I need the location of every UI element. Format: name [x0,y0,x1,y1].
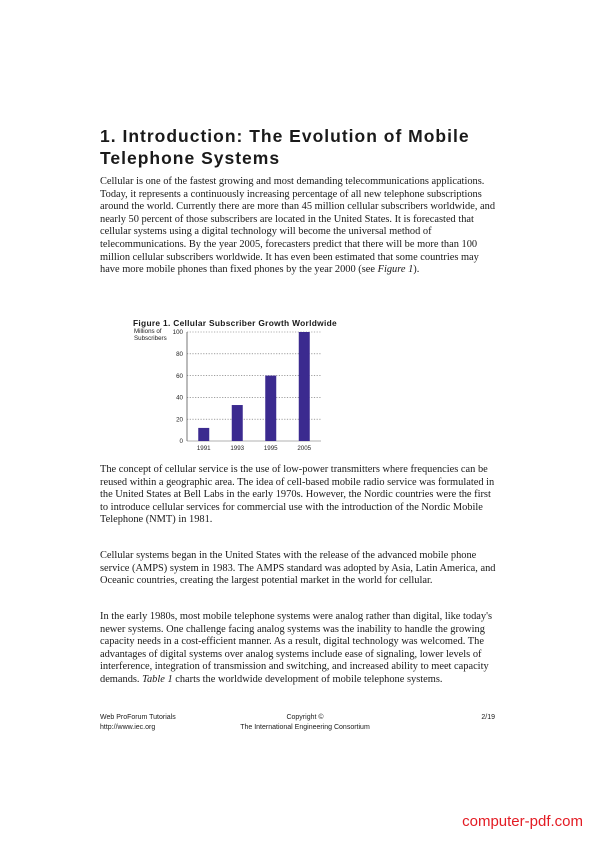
y-tick-label: 60 [176,372,183,380]
section-title: 1. Introduction: The Evolution of Mobile Telephone Systems [100,126,470,168]
figure-caption: Figure 1. Cellular Subscriber Growth Worldwide [133,318,337,328]
table-reference: Table 1 [142,673,173,685]
x-tick-label: 1991 [196,445,211,452]
y-tick-label: 40 [176,394,183,402]
chart-bars [198,332,310,441]
paragraph-text-end: ). [413,264,420,276]
y-tick-label: 80 [176,351,183,358]
footer-organization: The International Engineering Consortium [240,724,370,731]
x-tick-label: 1995 [263,445,278,452]
chart-x-ticks [197,445,312,452]
y-tick-label: 0 [179,438,183,446]
chart-y-axis-label: Millions of Subscribers [134,328,167,342]
bar-1991 [198,428,209,441]
paragraph-amps: Cellular systems began in the United States with the release of the advanced mobile phone service (AMPS) system in 1983. The AMPS standard was adopted by Asia, Latin America, and Oceanic countries, creating the largest potential market in the world for cellular. [100,550,496,587]
footer-copyright: Copyright © [286,714,324,721]
y-tick-label: 100 [172,329,183,337]
chart-y-ticks [173,329,184,445]
paragraph-intro [100,176,500,277]
x-tick-label: 2005 [297,445,312,452]
bar-1995 [265,376,276,441]
figure-reference: Figure 1 [377,264,414,276]
bar-2005 [299,332,310,441]
brand-watermark: computer-pdf.com [462,813,583,830]
paragraph-text: In the early 1980s, most mobile telephone systems were analog rather than digital, like today's newer systems. One challenge facing analog systems was the inability to handle the growing capacity needs in a cost-efficient manner. As a result, digital technology was welcomed. The advantages of digital systems over analog systems include ease of signaling, lower levels of interference, integration of transmission and switching, and increased ability to meet capacity demands. [100,611,492,685]
paragraph-cellular-concept: The concept of cellular service is the use of low-power transmitters where frequencies can be reused within a geographic area. The idea of cell-based mobile radio service was formulated in the United States at Bell Labs in the early 1970s. However, the Nordic countries were the first to introduce cellular services for commercial use with the introduction of the Nordic Mobile Telephone (NMT) in 1981. [100,464,495,526]
page-number: 2/19 [481,714,495,721]
paragraph-text: Cellular is one of the fastest growing and most demanding telecommunications applications. Today, it represents a continuously increasing percentage of all new telephone subscriptions around the world. Currently there are more than 45 million cellular subscribers worldwide, and nearly 50 percent of those subscribers are located in the United States. It is forecasted that cellular systems using a digital technology will become the universal method of telecommunications. By the year 2005, forecasters predict that there will be more than 100 million cellular subscribers worldwide. It has even been estimated that some countries may have more mobile phones than fixed phones by the year 2000 (see [100,176,496,276]
footer-url: http://www.iec.org [100,724,156,731]
y-tick-label: 20 [176,416,183,424]
footer-center [230,713,380,733]
footer-left [100,713,176,733]
paragraph-analog-digital [100,611,500,687]
paragraph-text-end: charts the worldwide development of mobile telephone systems. [172,673,443,685]
footer-publisher: Web ProForum Tutorials [100,714,176,721]
x-tick-label: 1993 [230,445,245,452]
subscriber-growth-chart [165,327,330,457]
bar-1993 [232,405,243,441]
